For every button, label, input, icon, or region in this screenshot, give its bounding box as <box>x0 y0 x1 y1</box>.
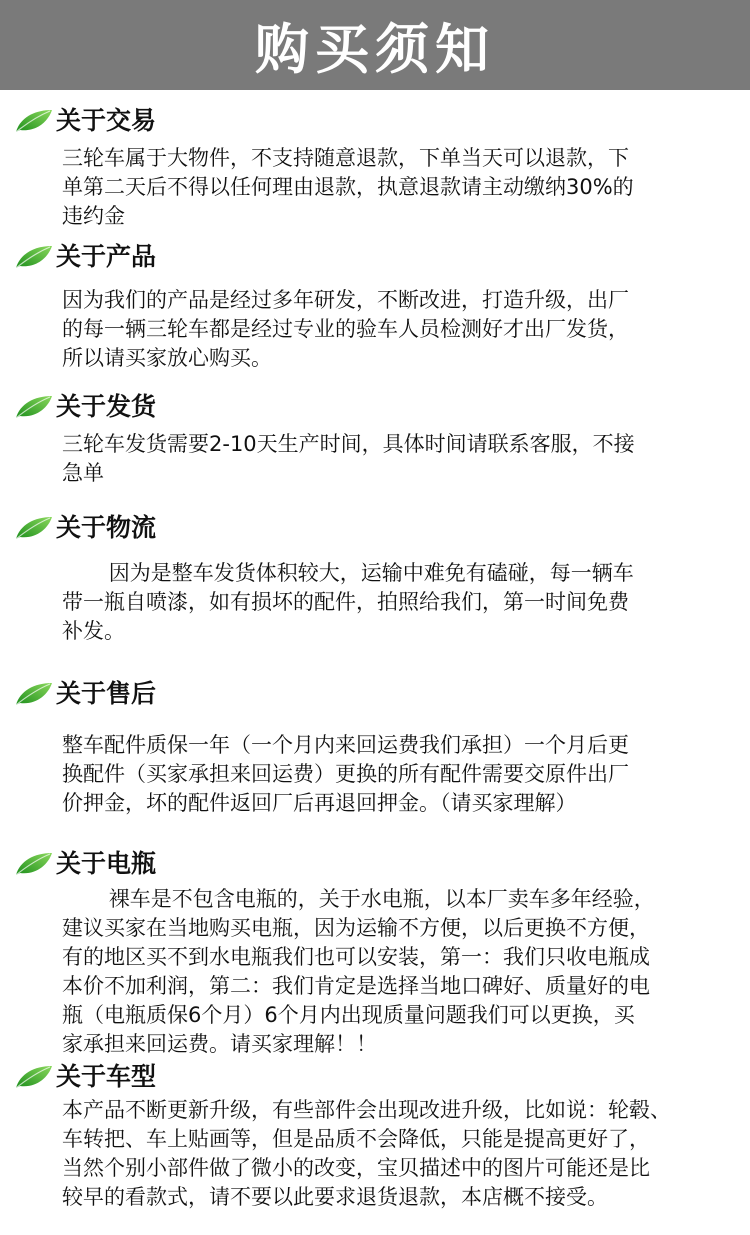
section-heading-text: 关于交易 <box>56 106 157 135</box>
section-line: 本产品不断更新升级，有些部件会出现改进升级，比如说：轮毂、 <box>62 1098 671 1122</box>
section-line: 车转把、车上贴画等，但是品质不会降低，只能是提高更好了， <box>62 1127 650 1151</box>
section-product <box>0 240 750 373</box>
section-line: 所以请买家放心购买。 <box>62 346 272 370</box>
section-line: 的每一辆三轮车都是经过专业的验车人员检测好才出厂发货， <box>62 317 629 341</box>
section-heading-text: 关于发货 <box>56 392 157 421</box>
section-heading-text: 关于售后 <box>56 679 157 708</box>
section-battery <box>0 847 750 1059</box>
leaf-icon <box>14 851 54 877</box>
section-line: 带一瓶自喷漆，如有损坏的配件，拍照给我们，第一时间免费 <box>62 590 629 614</box>
section-heading-text: 关于产品 <box>56 242 157 271</box>
section-line: 本价不加利润，第二：我们肯定是选择当地口碑好、质量好的电 <box>62 974 650 998</box>
section-shipping <box>0 390 750 488</box>
section-line: 当然个别小部件做了微小的改变，宝贝描述中的图片可能还是比 <box>62 1156 650 1180</box>
leaf-icon <box>14 1064 54 1090</box>
section-aftersales <box>0 677 750 818</box>
section-line: 较早的看款式，请不要以此要求退货退款，本店概不接受。 <box>62 1185 608 1209</box>
section-heading <box>0 511 750 545</box>
section-trade <box>0 104 750 231</box>
page-title: 购买须知 <box>255 17 495 81</box>
section-line: 价押金，坏的配件返回厂后再退回押金。（请买家理解） <box>62 791 577 815</box>
section-line: 整车配件质保一年（一个月内来回运费我们承担）一个月后更 <box>62 733 629 757</box>
section-heading <box>0 104 750 138</box>
section-heading-text: 关于电瓶 <box>56 849 157 878</box>
leaf-icon <box>14 108 54 134</box>
section-heading <box>0 1060 750 1094</box>
section-line: 单第二天后不得以任何理由退款，执意退款请主动缴纳30%的 <box>62 175 634 199</box>
section-line: 三轮车发货需要2-10天生产时间，具体时间请联系客服，不接 <box>62 432 635 456</box>
section-line: 瓶（电瓶质保6个月）6个月内出现质量问题我们可以更换，买 <box>62 1003 635 1027</box>
section-line: 急单 <box>62 461 104 485</box>
section-line: 违约金 <box>62 204 125 228</box>
section-line: 裸车是不包含电瓶的，关于水电瓶，以本厂卖车多年经验， <box>62 887 655 911</box>
leaf-icon <box>14 244 54 270</box>
section-heading <box>0 240 750 274</box>
title-banner <box>0 0 750 90</box>
section-line: 换配件（买家承担来回运费）更换的所有配件需要交原件出厂 <box>62 762 629 786</box>
section-heading <box>0 847 750 881</box>
section-line: 有的地区买不到水电瓶我们也可以安装，第一：我们只收电瓶成 <box>62 945 650 969</box>
section-line: 建议买家在当地购买电瓶，因为运输不方便，以后更换不方便， <box>62 916 650 940</box>
section-heading <box>0 390 750 424</box>
section-model <box>0 1060 750 1212</box>
section-line: 家承担来回运费。请买家理解！！ <box>62 1032 377 1056</box>
section-heading <box>0 677 750 711</box>
leaf-icon <box>14 394 54 420</box>
section-heading-text: 关于车型 <box>56 1062 157 1091</box>
section-line: 因为我们的产品是经过多年研发，不断改进，打造升级，出厂 <box>62 288 629 312</box>
leaf-icon <box>14 681 54 707</box>
leaf-icon <box>14 515 54 541</box>
section-line: 因为是整车发货体积较大，运输中难免有磕碰，每一辆车 <box>62 561 634 585</box>
section-heading-text: 关于物流 <box>56 513 157 542</box>
section-line: 三轮车属于大物件，不支持随意退款，下单当天可以退款，下 <box>62 146 629 170</box>
section-logistics <box>0 511 750 646</box>
section-line: 补发。 <box>62 619 125 643</box>
